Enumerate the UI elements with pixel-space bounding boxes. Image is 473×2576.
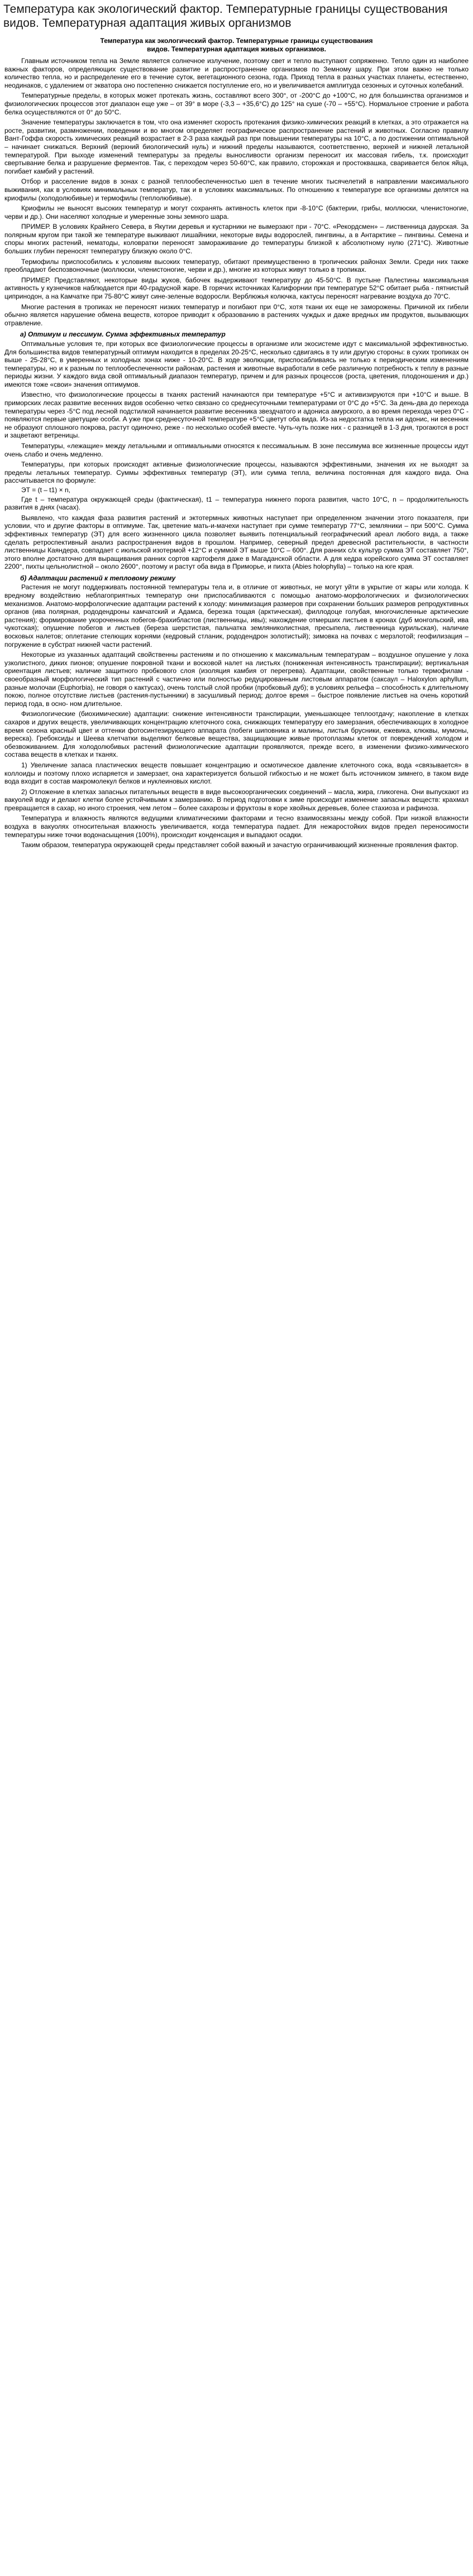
section-heading-adaptation: б) Адаптации растений к тепловому режиму	[20, 574, 176, 582]
paragraph: Некоторые из указанных адаптаций свойственны растениям и по отношению к максимальным температурам – воздушное опушение у лоха узколистного, диких пионов; опушение покровной ткани и восковой налет на листьях (пониженная интенсивность транспирации); вертикальная ориентация листьев; наличие защитного пробкового слоя (изоляция камбия от перегрева). Адаптации, свойственные только термофилам - своеобразный морфологический тип растений с частично или полностью редуцированным листовым аппаратом (саксаул – Haloxylon aphyllum, разные молочаи (Euphorbia), не говоря о кактусах), очень толстый слой пробки (пробковый дуб); в условиях рельефа – способность к длительному покою, полное отсутствие листьев (растения-пустынники) в засушливый период; долгое время – быстрое появление листьев на очень короткий период года, в осно- ном длительное.	[4, 651, 469, 708]
section-heading-optimum: а) Оптимум и пессимум. Сумма эффективных температур	[20, 330, 226, 339]
paragraph: Таким образом, температура окружающей среды представляет собой важный и зачастую ограничивающий жизненные проявления фактор.	[21, 841, 458, 849]
paragraph: Оптимальные условия те, при которых все физиологические процессы в организме или экосистеме идут с максимальной эффективностью. Для большинства видов температурный оптимум находится в пределах 20-25°С, несколько сдвигаясь в ту или другую стороны: в сухих тропиках он выше - 25-28°С, в умеренных и холодных зонах ниже - 10-20°С. В ходе эволюции, приспосабливаясь не только к периодическим изменениям температуры, но и к разным по теплообеспеченности районам, растения и животные выработали в себе различную потребность к теплу в разные периоды жизни. У каждого вида свой оптимальный диапазон температур, причем и для разных процессов (роста, цветения, плодоношения и др.) имеются тоже «свои» значения оптимумов.	[4, 339, 469, 388]
paragraph: Главным источником тепла на Земле является солнечное излучение, поэтому свет и тепло выступают сопряженно. Тепло один из наиболее важных факторов, определяющих существование развитие и распространение организмов по Земному шару. При этом важно не только количество тепла, но и распределение его в течение суток, вегетационного сезона, года. Приход тепла в разных участках планеты, естественно, неодинаков, с удалением от экватора оно постепенно снижается поступление его, но и увеличивается амплитуда сезонных и суточных колебаний.	[4, 57, 469, 89]
paragraph: 1) Увеличение запаса пластических веществ повышает концентрацию и осмотическое давление клеточного сока, вода «связывается» в коллоиды и поэтому плохо испаряется и замерзает, она характеризуется большой гибкостью и не может быть источником зимнего, в таком виде вода входит в состав макромолекул белков и нуклеиновых кислот.	[4, 761, 469, 786]
paragraph: Выявлено, что каждая фаза развития растений и эктотермных животных наступает при определенном значении этого показателя, при условии, что и другие факторы в оптимуме. Так, цветение мать-и-мачехи наступает при сумме температур 77°С, земляники – при 500°С. Сумма эффективных температур (ЭТ) для всего жизненного цикла позволяет выявить потенциальный географический ареал любого вида, а также сделать ретроспективный анализ распространения видов в прошлом. Например, северный предел древесной растительности, в частности лиственницы Каяндера, совпадает с июльской изотермой +12°С и суммой ЭТ выше 10°С – 600°. Для ранних с/х культур сумма ЭТ составляет 750°, этого вполне достаточно для выращивания ранних сортов картофеля даже в Магаданской области. А для кедра корейского сумма ЭТ составляет 2200°, пихты цельнолистной – около 2600°, поэтому и растут оба вида в Приморье, и пихта (Abies holophylla) – только на юге края.	[4, 513, 469, 571]
paragraph: Значение температуры заключается в том, что она изменяет скорость протекания физико-химических реакций в клетках, а это отражается на росте, развитии, размножении, поведении и во многом определяет географическое распространение растений и животных. Согласно правилу Вант-Гоффа скорость химических реакций возрастает в 2-3 раза каждый раз при повышении температуры на 10°С, а по достижении оптимальной – начинает снижаться. Верхний (верхний биологический нуль) и нижний пределы называются, соответственно, верхней и нижней летальной температурой. При выходе изменений температуры за пределы выносливости организм переносит их массовая гибель, т.к. происходит свертывание белка и разрушение ферментов. Так, с переходом через 50-60°С, как правило, сторожкая и простоквашка, сваривается белок яйца, погибает камбий у растений.	[4, 118, 469, 175]
page-title: Температура как экологический фактор. Температурные границы существования видов. Температурная адаптация живых организмов	[3, 3, 448, 30]
paragraph: ПРИМЕР. В условиях Крайнего Севера, в Якутии деревья и кустарники не вымерзают при - 70°С. «Рекордсмен» – лиственница даурская. За полярным кругом при такой же температуре выживают лишайники, некоторые виды водорослей, пингвины, а в Антарктике – пингвины. Семена и споры многих растений, нематоды, коловратки переносят замораживание до температуры близкой к абсолютному нулю (271°С). Животные больших глубин переносят температуру близкую около 0°С.	[4, 223, 469, 256]
paragraph: 2) Отложение в клетках запасных питательных веществ в виде высокоорганических соединений – масла, жира, гликогена. Они выпускают из вакуолей воду и делают клетки более устойчивыми к замерзанию. В период подготовки к зиме происходит изменение запасных веществ: крахмал превращается в сахар, но иного строения, чем летом – более сахарозы и фруктозы в коре хвойных деревьев, более стахиоза и рафиноза.	[4, 787, 469, 812]
paragraph: ПРИМЕР. Представляют, некоторые виды жуков, бабочек выдерживают температуру до 45-50°С. В пустыне Палестины максимальная активность у кузнечиков наблюдается при 40-градусной жаре. В горячих источниках Калифорнии при температуре 52°С обитает рыба - пятнистый ципринодон, а на Камчатке при 75-80°С живут сине-зеленые водоросли. Верблюжья колючка, кактусы переносят нагревание воздуха до 70°С.	[4, 276, 469, 301]
paragraph: Криофилы не выносят высоких температур и могут сохранять активность клеток при -8-10°С (бактерии, грибы, моллюски, членистоногие, черви и др.). Они населяют холодные и умеренные зоны земного шара.	[4, 204, 469, 220]
paragraph: Температуры, при которых происходят активные физиологические процессы, называются эффективными, значения их не выходят за пределы летальных температур. Суммы эффективных температур (ЭТ), или сумма тепла, величина постоянная для каждого вида. Она рассчитывается по формуле:	[4, 460, 469, 485]
page-header	[0, 0, 473, 30]
paragraph: Термофилы приспособились к условиям высоких температур, обитают преимущественно в тропических районах Земли. Среди них также преобладают беспозвоночные (моллюски, членистоногие, черви и др.), многие из которых живут только в тропиках.	[4, 257, 469, 274]
paragraph: Температурные пределы, в которых может протекать жизнь, составляют всего 300°, от -200°С до +100°С, но для большинства организмов и физиологических процессов этот диапазон еще уже – от 39° в море (-3,3 – +35,6°С) до 125° на суше (-70 – +55°С). Нормальное строение и работа белка осуществляются от 0° до 50°С.	[4, 92, 469, 116]
paragraph: Температура и влажность являются ведущими климатическими факторами и тесно взаимосвязаны между собой. При низкой влажности воздуха в вакуолях относительная влажность увеличивается, когда температура падает. Для нежаростойких видов предел переносимости температуры ниже точки водонасыщения (100%), происходит конденсация и выпадают осадки.	[4, 814, 469, 839]
paragraph: Растения не могут поддерживать постоянной температуры тела и, в отличие от животных, не могут уйти в укрытие от жары или холода. К вредному воздействию неблагоприятных температур они приспосабливаются с помощью анатомо-морфологических и физиологических механизмов. Анатомо-морфологические адаптации растений к холоду: минимизация размеров при сохранении больших размеров репродуктивных органов (ива полярная, рододендроны камчатский и Адамса, березка тощая (арктическая), филлодоце голубая, многочисленные арктические растения); формирование укороченных побегов-брахибластов (лиственницы, ивы); нахождение отмерших листьев в кронах (дуб монгольский, ива чукотская); опушение побегов и листьев (береза шерстистая, пальчатка земляниколистная, пресыпела, лиственница курильская), наличие восковых налетов; оплетание стелющих корнями (кедровый стланик, рододендрон золотистый); зимовка на почвах с мерзлотой; геофилизация – погружение в субстрат нижней части растений.	[4, 583, 469, 648]
paragraph: Многие растения в тропиках не переносят низких температур и погибают при 0°С, хотя ткани их еще не заморожены. Причиной их гибели обычно является нарушение обмена веществ, которое приводит к образованию в растениях чуждых и даже вредных им продуктов, вызывающих отравление.	[4, 302, 469, 327]
article-heading: Температура как экологический фактор. Температурные границы существования видов. Температурная адаптация живых организмов.	[100, 37, 373, 53]
formula: ЭТ = (t – t1) × n,	[21, 486, 70, 494]
paragraph: Известно, что физиологические процессы в тканях растений начинаются при температуре +5°С и активизируются при +10°С и выше. В приморских лесах развитие весенних видов особенно четко связано со среднесуточными температурами от 0°С до +5°С. За день-два до перехода температуры через -5°С под лесной подстилкой начинается развитие весенника звездчатого и адониса амурского, а во время перехода через 0°С - появляются первые цветущие особи. А уже при среднесуточной температуре +5°С цветут оба вида. Из-за недостатка тепла ни адонис, ни весенник не образуют сплошного покрова, растут одиночно, реже - по несколько особей вместе. Чуть-чуть позже них - с разницей в 1-3 дня, трогаются в рост и зацветают ветреницы.	[4, 391, 469, 440]
paragraph: Физиологические (биохимические) адаптации: снижение интенсивности транспирации, уменьшающее теплоотдачу; накопление в клетках сахаров и других веществ, увеличивающих концентрацию клеточного сока, снижающих температуру его замерзания, обеспечивающих в холодное время сезона красный цвет и оттенки фотосинтезирующего аппарата (побеги шиповника и малины, листья брусники, ежевика, клюквы, мумоны, вереска). Гребоксиды и Шеева клетчатки выделяют белковые вещества, защищающие живые протоплазмы клеток от повреждений холодом и обезвоживанием. Для холодолюбивых растений физиологические адаптации проявляются, прежде всего, в изменении физико-химического состава веществ в клетках и тканях.	[4, 710, 469, 759]
article-body	[0, 30, 473, 849]
paragraph: Где t – температура окружающей среды (фактическая), t1 – температура нижнего порога развития, часто 10°С, n – продолжительность развития в днях (часах).	[4, 495, 469, 512]
paragraph: Отбор и расселение видов в зонах с разной теплообеспеченностью шел в течение многих тысячелетий в направлении максимального выживания, как в условиях минимальных температур, так и в условиях максимальных. По отношению к температуре все организмы делятся на криофилы (холодолюбивые) и термофилы (теплолюбивые).	[4, 177, 469, 202]
paragraph: Температуры, «лежащие» между летальными и оптимальными относятся к пессимальным. В зоне пессимума все жизненные процессы идут очень слабо и очень медленно.	[4, 442, 469, 458]
